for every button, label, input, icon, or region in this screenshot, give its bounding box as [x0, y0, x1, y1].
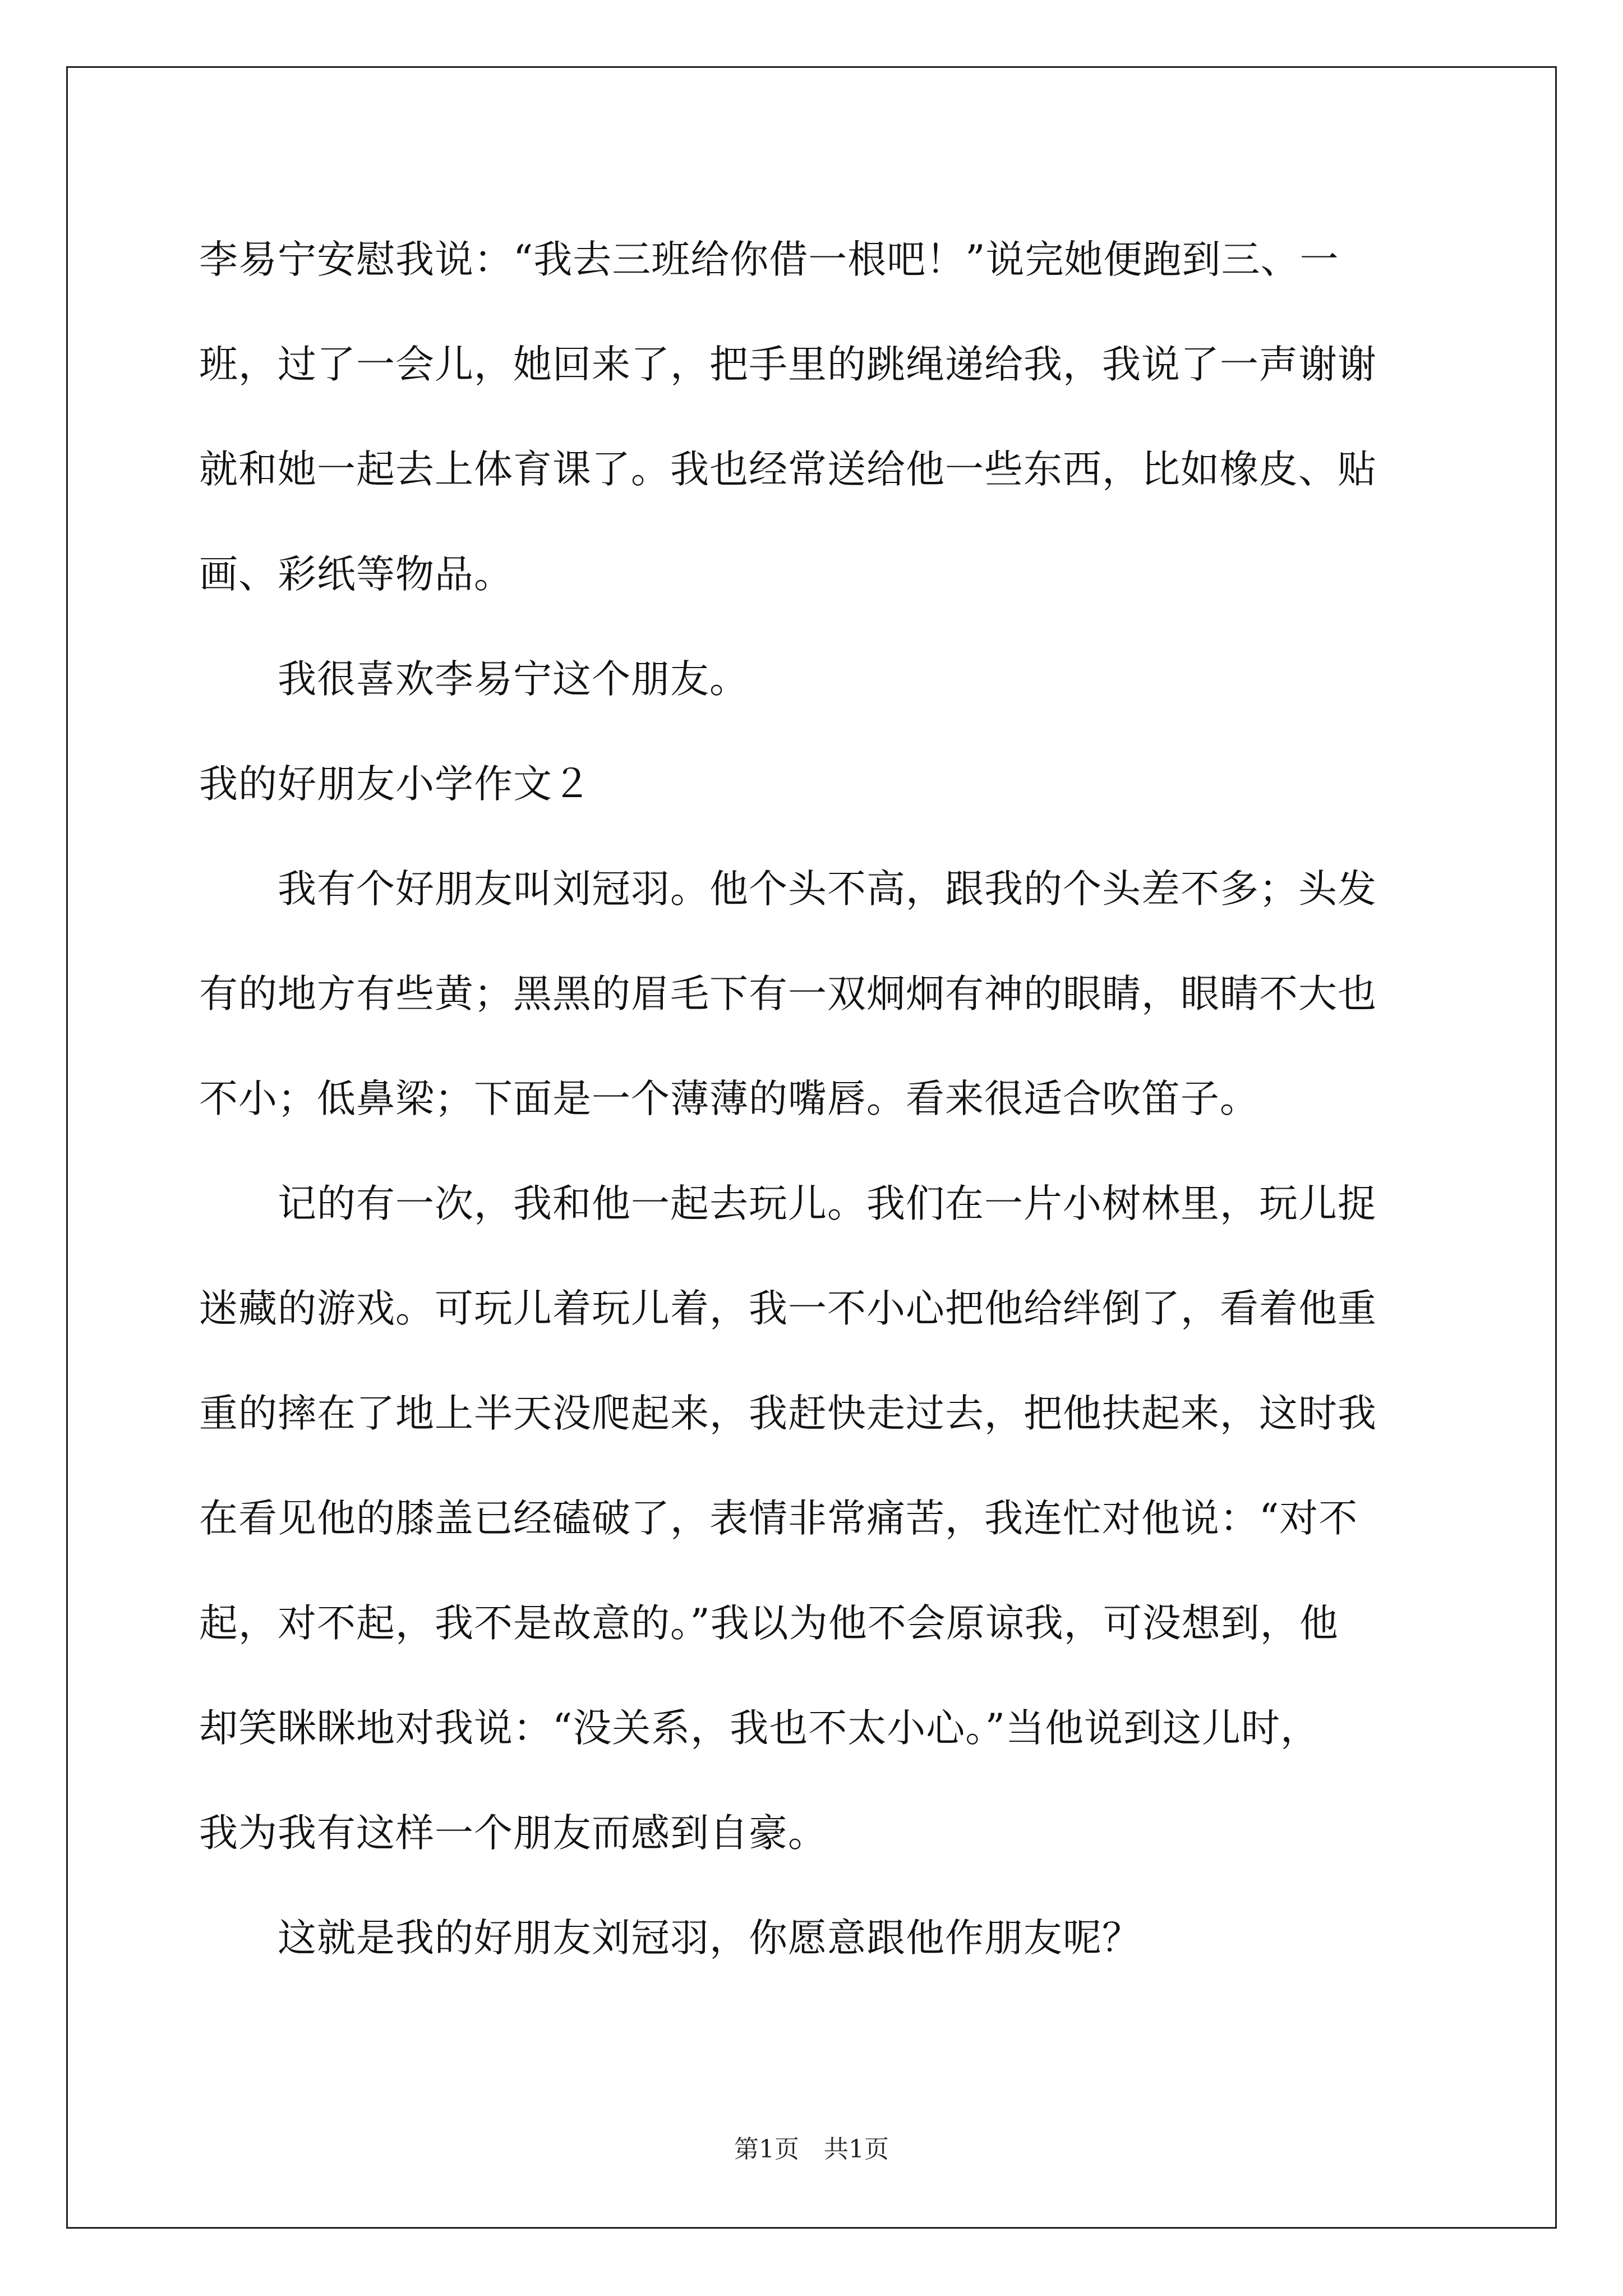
text-line: 画、彩纸等物品。: [199, 552, 513, 597]
page-footer: 第1页 共1页: [734, 2135, 889, 2164]
text-line: 就和她一起去上体育课了。我也经常送给他一些东西，比如橡皮、贴: [199, 447, 1377, 492]
text-line: 迷藏的游戏。可玩儿着玩儿着，我一不小心把他给绊倒了，看着他重: [199, 1286, 1377, 1331]
text-line: 有的地方有些黄；黑黑的眉毛下有一双炯炯有神的眼睛，眼睛不大也: [199, 972, 1377, 1016]
text-line: 在看见他的膝盖已经磕破了，表情非常痛苦，我连忙对他说：“对不: [199, 1496, 1358, 1541]
text-line: 重的摔在了地上半天没爬起来，我赶快走过去，把他扶起来，这时我: [199, 1391, 1377, 1436]
text-line: 我为我有这样一个朋友而感到自豪。: [199, 1811, 827, 1856]
text-line: 我有个好朋友叫刘冠羽。他个头不高，跟我的个头差不多；头发: [199, 867, 1377, 912]
text-line: 记的有一次，我和他一起去玩儿。我们在一片小树林里，玩儿捉: [199, 1181, 1377, 1226]
text-line: 李易宁安慰我说：“我去三班给你借一根吧！”说完她便跑到三、一: [199, 237, 1339, 282]
section-title: 我的好朋友小学作文２: [199, 762, 592, 807]
text-line: 不小；低鼻梁；下面是一个薄薄的嘴唇。看来很适合吹笛子。: [199, 1076, 1259, 1121]
text-line: 我很喜欢李易宁这个朋友。: [199, 657, 749, 702]
text-line: 却笑眯眯地对我说：“没关系，我也不太小心。”当他说到这儿时，: [199, 1706, 1320, 1751]
text-line: 这就是我的好朋友刘冠羽，你愿意跟他作朋友呢？: [199, 1916, 1141, 1961]
text-line: 班，过了一会儿，她回来了，把手里的跳绳递给我，我说了一声谢谢: [199, 342, 1377, 387]
text-line: 起，对不起，我不是故意的。”我以为他不会原谅我，可没想到，他: [199, 1601, 1339, 1646]
document-body: [199, 208, 1433, 1991]
